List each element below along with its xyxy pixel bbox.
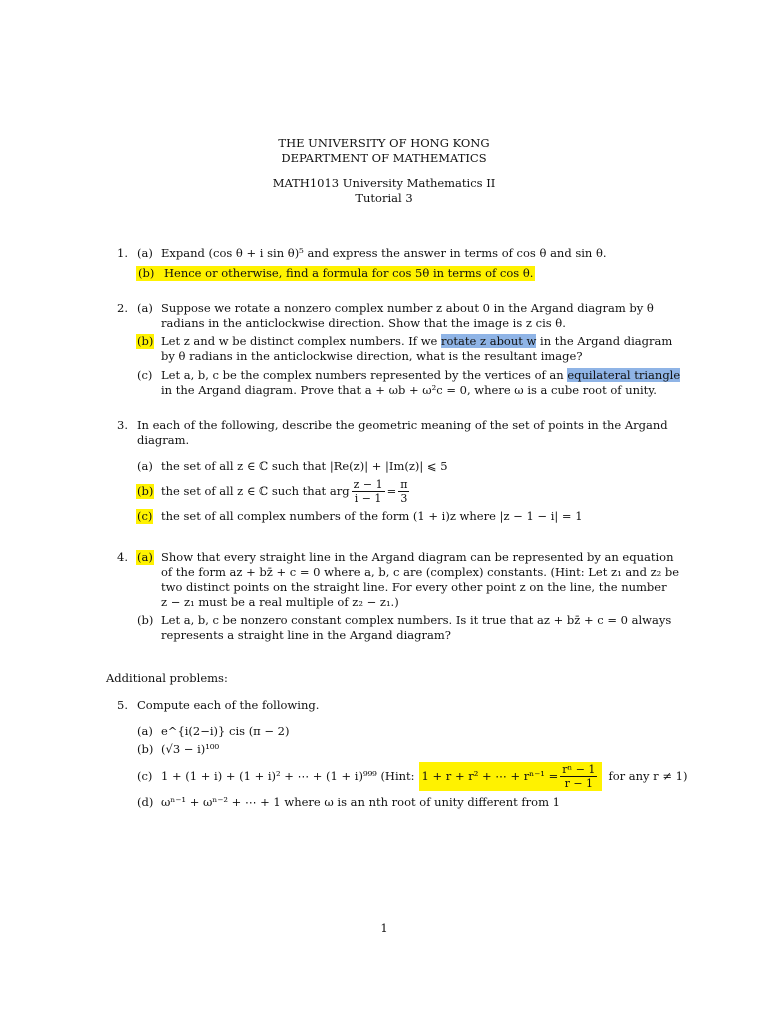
- university-name: THE UNIVERSITY OF HONG KONG: [278, 136, 490, 150]
- q5c-text: 1 + (1 + i) + (1 + i)² + ⋯ + (1 + i)⁹⁹⁹ (Hint:: [161, 768, 415, 783]
- q2b-highlight-rotate: rotate z about w: [441, 334, 537, 348]
- q3b-fraction-1: [352, 478, 385, 505]
- q5c-hint-text: 1 + r + r² + ⋯ + rⁿ⁻¹ =: [421, 768, 559, 783]
- q2c-line2: in the Argand diagram. Prove that a + ωb + ω²c = 0, where ω is a cube root of unity.: [161, 383, 657, 397]
- question-4-number: 4.: [117, 550, 128, 564]
- additional-problems-title: Additional problems:: [106, 671, 228, 685]
- question-5-number: 5.: [117, 698, 128, 712]
- q5d-label: (d): [137, 795, 154, 809]
- question-3-number: 3.: [117, 418, 128, 432]
- q3b-text: the set of all z ∈ ℂ such that arg: [161, 483, 350, 498]
- q3b-frac2-denominator: 3: [400, 491, 408, 505]
- course-title: MATH1013 University Mathematics II: [272, 176, 496, 190]
- q5a-label: (a): [137, 724, 153, 738]
- q3a-label: (a): [137, 459, 153, 473]
- q1b-label: (b): [138, 266, 155, 280]
- q5c-frac-numerator: rⁿ − 1: [562, 762, 596, 776]
- q3b-frac1-numerator: z − 1: [353, 477, 383, 491]
- q4b-line2: represents a straight line in the Argand diagram?: [161, 628, 451, 642]
- q4a-label: (a): [137, 550, 153, 564]
- q5c-frac-denominator: r − 1: [564, 776, 594, 790]
- q5c-label: (c): [137, 769, 153, 783]
- department-name: DEPARTMENT OF MATHEMATICS: [281, 151, 487, 165]
- q5-intro: Compute each of the following.: [137, 698, 320, 712]
- q2b-line1: [161, 334, 672, 349]
- q1b-highlight: [136, 266, 535, 281]
- q3b-frac2-numerator: π: [400, 477, 408, 491]
- q2a-line1: Suppose we rotate a nonzero complex number z about 0 in the Argand diagram by θ: [161, 301, 654, 315]
- q2c-label: (c): [137, 368, 153, 382]
- q2c-line1: [161, 368, 680, 383]
- q3b-label: (b): [137, 484, 154, 498]
- q3-intro-line1: In each of the following, describe the geometric meaning of the set of points in the Argand: [137, 418, 668, 432]
- q4b-label: (b): [137, 613, 154, 627]
- q2a-label: (a): [137, 301, 153, 315]
- q2b-label: (b): [137, 334, 154, 348]
- q3b-frac1-denominator: i − 1: [354, 491, 382, 505]
- question-1-number: 1.: [117, 246, 128, 260]
- q5b-label: (b): [137, 742, 154, 756]
- q4a-line2: of the form az + bz̄ + c = 0 where a, b, c are (complex) constants. (Hint: Let z₁ and z₂ be: [161, 565, 680, 579]
- q2b-line1-post: in the Argand diagram: [536, 334, 673, 348]
- q4a-line4: z − z₁ must be a real multiple of z₂ − z₁.): [161, 595, 399, 609]
- q3b-fraction-2: [398, 478, 409, 505]
- q2c-highlight-triangle: equilateral triangle: [567, 368, 681, 382]
- q4b-line1: Let a, b, c be nonzero constant complex numbers. Is it true that az + bz̄ + c = 0 always: [161, 613, 672, 627]
- q3c-label: (c): [137, 509, 153, 523]
- q3-intro-line2: diagram.: [137, 433, 190, 447]
- q5a-text: e^{i(2−i)} cis (π − 2): [161, 724, 290, 738]
- q5c-line: [161, 756, 687, 796]
- tutorial-title: Tutorial 3: [355, 191, 413, 205]
- question-2-number: 2.: [117, 301, 128, 315]
- q2c-line1-pre: Let a, b, c be the complex numbers represented by the vertices of an: [161, 368, 568, 382]
- q4a-line3: two distinct points on the straight line. For every other point z on the line, the number: [161, 580, 667, 594]
- q5c-hint-highlight: [419, 762, 603, 791]
- page-number: 1: [380, 921, 388, 935]
- q3a-text: the set of all z ∈ ℂ such that |Re(z)| + |Im(z)| ⩽ 5: [161, 459, 448, 473]
- q3b-line: [161, 476, 411, 506]
- q5c-tail: for any r ≠ 1): [608, 768, 688, 783]
- q5d-text: ωⁿ⁻¹ + ωⁿ⁻² + ⋯ + 1 where ω is an nth root of unity different from 1: [161, 795, 560, 809]
- q3c-text: the set of all complex numbers of the form (1 + i)z where |z − 1 − i| = 1: [161, 509, 583, 523]
- q1a-text: Expand (cos θ + i sin θ)⁵ and express the answer in terms of cos θ and sin θ.: [161, 246, 607, 260]
- q4a-line1: Show that every straight line in the Argand diagram can be represented by an equation: [161, 550, 674, 564]
- q2b-line1-pre: Let z and w be distinct complex numbers. If we: [161, 334, 442, 348]
- q3b-equals: =: [386, 483, 397, 498]
- q1a-label: (a): [137, 246, 153, 260]
- q2a-line2: radians in the anticlockwise direction. Show that the image is z cis θ.: [161, 316, 566, 330]
- q1b-text: Hence or otherwise, find a formula for cos 5θ in terms of cos θ.: [164, 266, 534, 280]
- q5b-text: (√3 − i)¹⁰⁰: [161, 742, 220, 756]
- q5c-hint-fraction: [560, 763, 597, 790]
- q2b-line2: by θ radians in the anticlockwise direction, what is the resultant image?: [161, 349, 583, 363]
